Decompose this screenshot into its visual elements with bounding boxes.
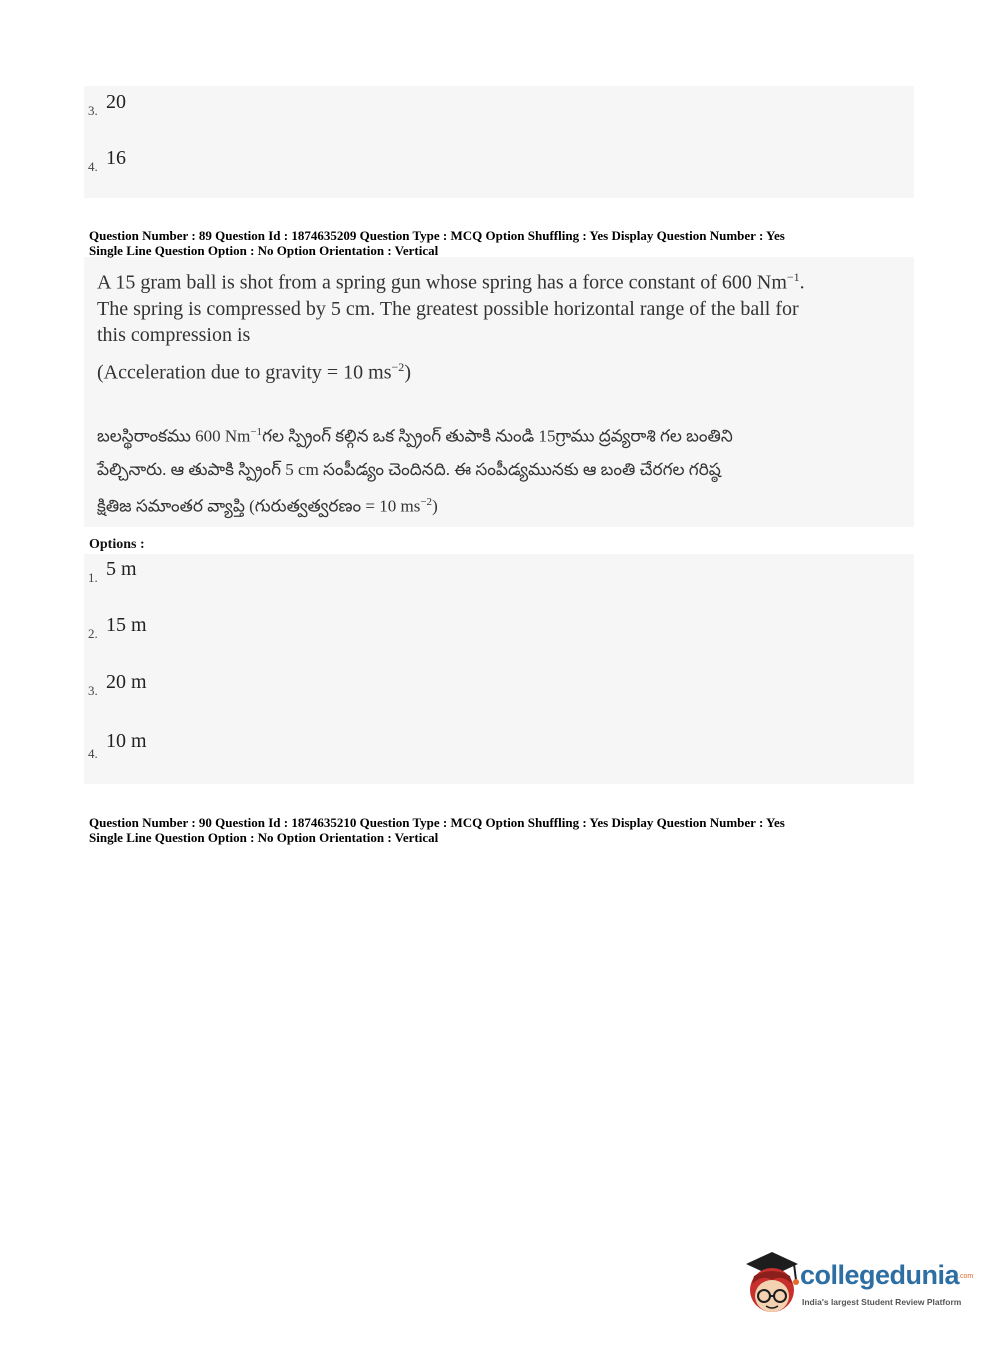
meta-line-1: Question Number : 90 Question Id : 1874635210 Question Type : MCQ Option Shuffling : Yes Display Question Number : Yes [89, 815, 785, 830]
meta-line-2: Single Line Question Option : No Option Orientation : Vertical [89, 830, 439, 845]
question-89-english [97, 264, 877, 385]
telugu-line-3: క్షితిజ సమాంతర వ్యాప్తి (గురుత్వత్వరణం = 10 $ms^{-2}$) [97, 495, 438, 516]
collegedunia-logo[interactable] [742, 1246, 972, 1320]
option-value: 10 m [106, 730, 147, 752]
mascot-icon [742, 1246, 802, 1316]
option-number: 3. [88, 683, 98, 698]
option-value: 5 m [106, 558, 137, 580]
prev-options-scan [84, 86, 914, 198]
option-value: 15 m [106, 614, 147, 636]
options-label: Options : [89, 537, 145, 552]
telugu-line-2: పేల్చినారు. ఆ తుపాకి స్ప్రింగ్ 5 cm సంపీడ్యం చెందినది. ఈ సంపీడ్యమునకు ఆ బంతి చేరగల గరిష్ఠ [97, 459, 721, 479]
question-line-2: The spring is compressed by 5 cm. The greatest possible horizontal range of the ball for [97, 297, 799, 320]
option-value: 20 m [106, 671, 147, 693]
option-value: 20 [106, 91, 126, 113]
question-line-4: (Acceleration due to gravity = 10 $ms^{-2}$) [97, 359, 411, 384]
option-number: 2. [88, 626, 98, 641]
option-number: 4. [88, 746, 98, 761]
option-value: 16 [106, 147, 126, 169]
logo-brand-text: collegedunia [800, 1260, 960, 1290]
option-number: 3. [88, 103, 98, 118]
question-line-1: A 15 gram ball is shot from a spring gun whose spring has a force constant of 600 $Nm^{-1}$. [97, 270, 805, 294]
meta-line-1: Question Number : 89 Question Id : 1874635209 Question Type : MCQ Option Shuffling : Yes Display Question Number : Yes [89, 228, 785, 243]
option-number: 4. [88, 159, 98, 174]
options-scan [84, 554, 914, 784]
logo-domain-text: .com [958, 1273, 974, 1280]
option-number: 1. [88, 570, 98, 585]
telugu-line-1: బలస్థిరాంకము 600 $Nm^{-1}గల$ స్ప్రింగ్ కల్గిన ఒక స్ప్రింగ్ తుపాకి నుండి 15గ్రాము ద్రవ్యరాశి గల బంతిని [97, 426, 733, 446]
question-89-telugu [97, 416, 887, 522]
question-90-meta [89, 815, 785, 845]
question-line-3: this compression is [97, 323, 251, 346]
meta-line-2: Single Line Question Option : No Option Orientation : Vertical [89, 243, 439, 258]
question-89-meta [89, 228, 785, 258]
logo-tagline: India's largest Student Review Platform [802, 1297, 962, 1307]
